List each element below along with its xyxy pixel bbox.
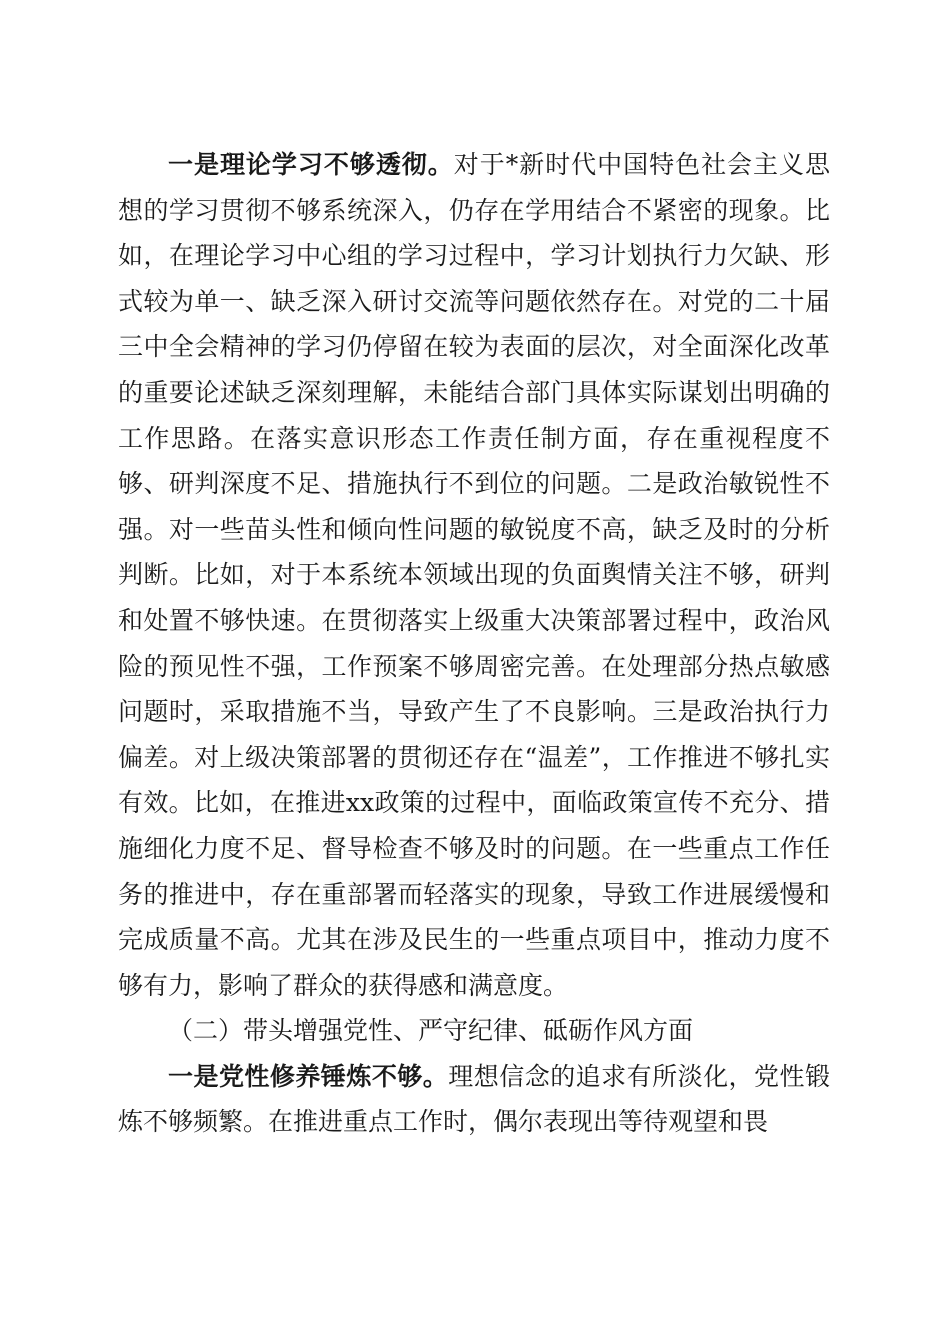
paragraph-lead: 一是理论学习不够透彻。 <box>168 150 454 179</box>
paragraph-theory-study <box>118 142 830 1008</box>
paragraph-text: 对于*新时代中国特色社会主义思想的学习贯彻不够系统深入，仍存在学用结合不紧密的现象。比如，在理论学习中心组的学习过程中，学习计划执行力欠缺、形式较为单一、缺乏深入研讨交流等问题依然存在。对党的二十届三中全会精神的学习仍停留在较为表面的层次，对全面深化改革的重要论述缺乏深刻理解，未能结合部门具体实际谋划出明确的工作思路。在落实意识形态工作责任制方面，存在重视程度不够、研判深度不足、措施执行不到位的问题。二是政治敏锐性不强。对一些苗头性和倾向性问题的敏锐度不高，缺乏及时的分析判断。比如，对于本系统本领域出现的负面舆情关注不够，研判和处置不够快速。在贯彻落实上级重大决策部署过程中，政治风险的预见性不强，工作预案不够周密完善。在处理部分热点敏感问题时，采取措施不当，导致产生了不良影响。三是政治执行力偏差。对上级决策部署的贯彻还存在“温差”，工作推进不够扎实有效。比如，在推进xx政策的过程中，面临政策宣传不充分、措施细化力度不足、督导检查不够及时的问题。在一些重点工作任务的推进中，存在重部署而轻落实的现象，导致工作进展缓慢和完成质量不高。尤其在涉及民生的一些重点项目中，推动力度不够有力，影响了群众的获得感和满意度。 <box>118 150 830 1000</box>
paragraph-lead: 一是党性修养锤炼不够。 <box>168 1061 449 1091</box>
paragraph-text: 理想信念的追求有所淡化，党性锻炼不够频繁。在推进重点工作时，偶尔表现出等待观望和畏 <box>118 1061 830 1137</box>
document-body <box>118 142 830 1145</box>
paragraph-party-spirit <box>118 1054 830 1145</box>
section-heading: （二）带头增强党性、严守纪律、砥砺作风方面 <box>168 1016 694 1046</box>
